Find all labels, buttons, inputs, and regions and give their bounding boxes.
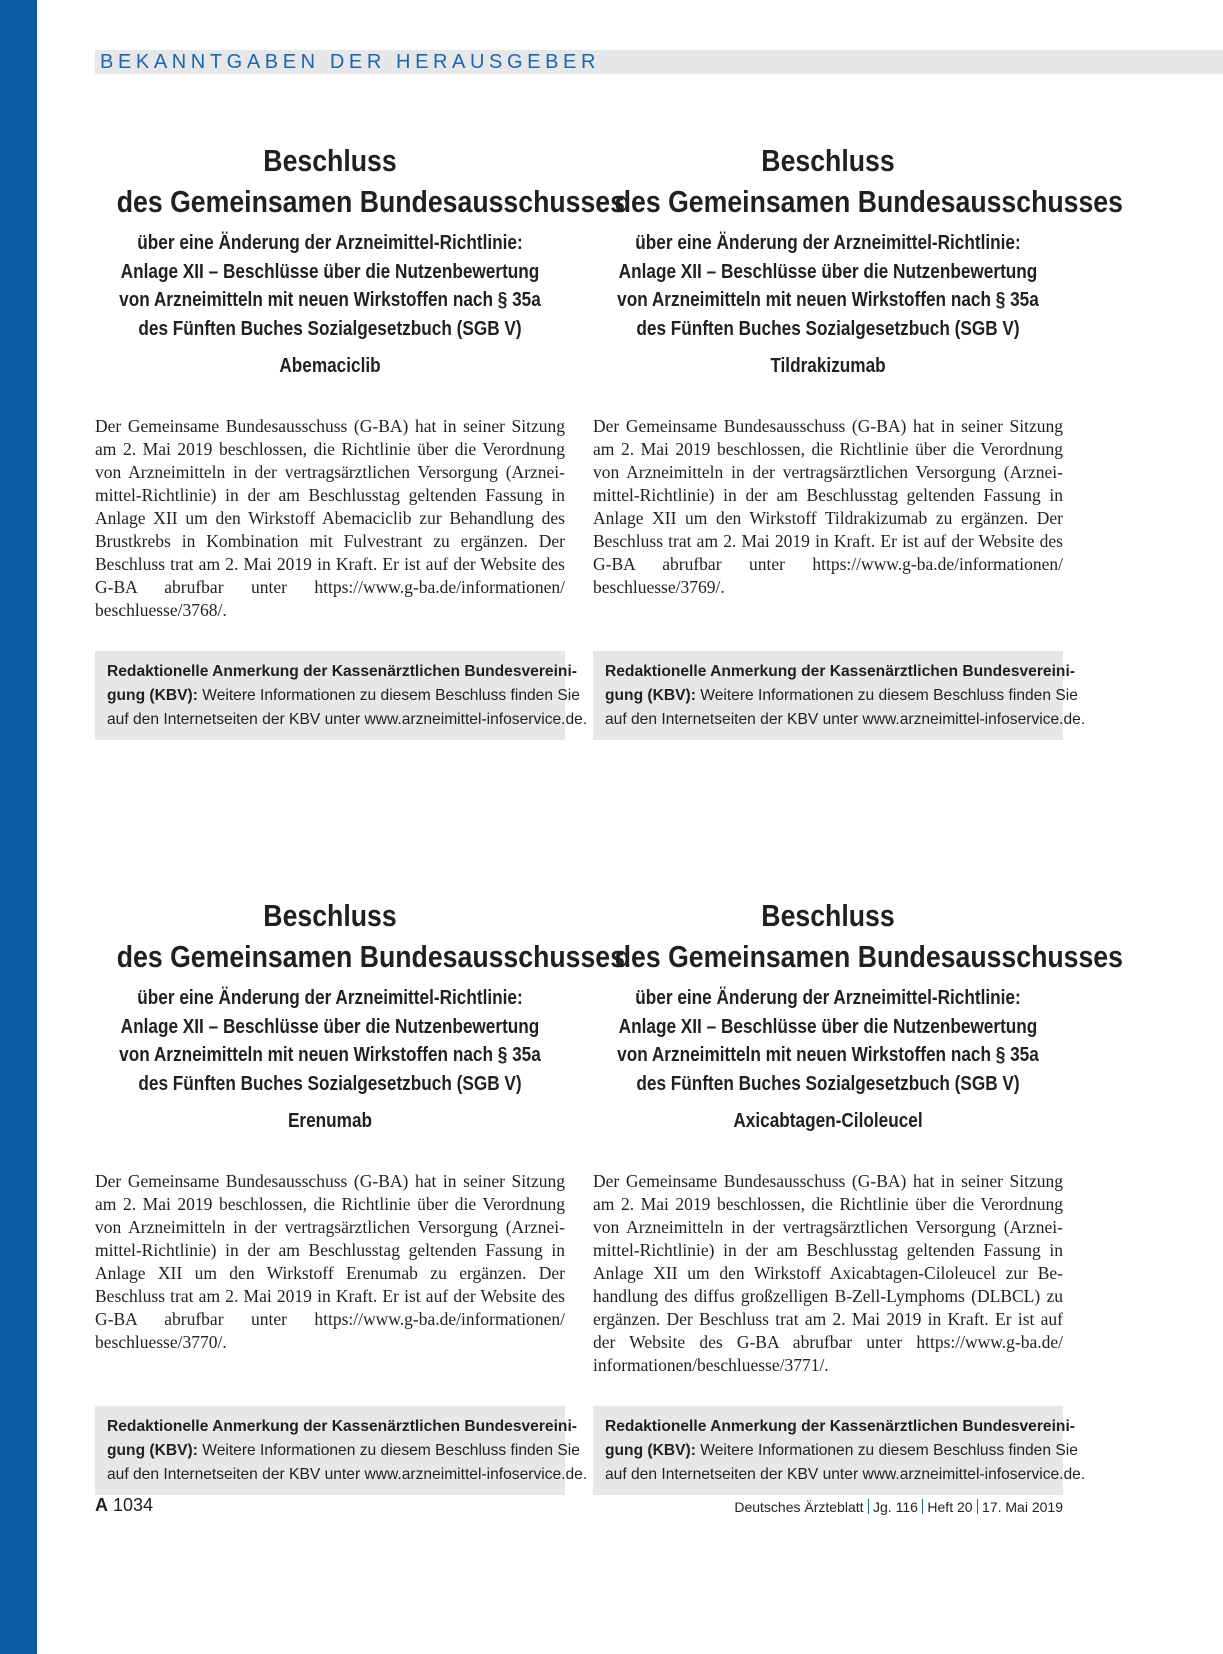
- article-title-line1: Beschluss: [761, 143, 895, 178]
- article-subtitle: [82, 229, 578, 343]
- article-title-line1: Beschluss: [263, 143, 397, 178]
- side-accent-bar: [0, 0, 37, 1654]
- subtitle-line: von Arzneimitteln mit neuen Wirkstoffen nach § 35a: [119, 1044, 541, 1066]
- note-text: Weitere Informationen zu diesem Beschluss finden Sie: [695, 687, 1078, 704]
- article-tildrakizumab: [580, 140, 1123, 740]
- editorial-note: [593, 1406, 1086, 1495]
- article-title-line2: des Gemeinsamen Bundesausschusses: [116, 939, 625, 974]
- article-subtitle: [580, 229, 1076, 343]
- page-number-value: 1034: [113, 1495, 154, 1515]
- article-title-line2: des Gemeinsamen Bundesausschusses: [614, 184, 1123, 219]
- subtitle-line: von Arzneimitteln mit neuen Wirkstoffen nach § 35a: [617, 1044, 1039, 1066]
- subtitle-line: des Fünften Buches Sozialgesetzbuch (SGB V): [138, 1072, 522, 1095]
- subtitle-line: von Arzneimitteln mit neuen Wirkstoffen nach § 35a: [119, 289, 541, 311]
- footer-separator: [922, 1499, 924, 1514]
- article-abemaciclib: [82, 140, 625, 740]
- footer-separator: [977, 1499, 979, 1514]
- article-title-line2: des Gemeinsamen Bundesausschusses: [116, 184, 625, 219]
- journal-issue: Heft 20: [927, 1499, 973, 1515]
- note-heading: Redaktionelle Anmerkung der Kassenärztlichen Bundesvereini-: [605, 663, 1075, 680]
- note-heading-cont: gung (KBV):: [605, 687, 696, 704]
- subtitle-line: von Arzneimitteln mit neuen Wirkstoffen nach § 35a: [617, 289, 1039, 311]
- subtitle-line: Anlage XII – Beschlüsse über die Nutzenbewertung: [120, 1015, 540, 1038]
- subtitle-line: des Fünften Buches Sozialgesetzbuch (SGB V): [636, 1072, 1020, 1095]
- drug-name: Abemaciclib: [279, 355, 381, 377]
- article-erenumab: [82, 895, 625, 1495]
- journal-footer: [734, 1499, 1063, 1515]
- note-text-last: auf den Internetseiten der KBV unter www.arzneimittel-infoservice.de.: [605, 1466, 1086, 1483]
- editorial-note: [95, 1406, 588, 1495]
- journal-name: Deutsches Ärzteblatt: [734, 1499, 864, 1515]
- article-title-line1: Beschluss: [263, 898, 397, 933]
- drug-name: Axicabtagen-Ciloleucel: [733, 1110, 923, 1132]
- note-text: Weitere Informationen zu diesem Beschluss finden Sie: [695, 1442, 1078, 1459]
- note-heading-cont: gung (KBV):: [107, 1442, 198, 1459]
- editorial-note: [95, 651, 588, 740]
- article-title-line2: des Gemeinsamen Bundesausschusses: [614, 939, 1123, 974]
- note-text: Weitere Informationen zu diesem Beschluss finden Sie: [197, 1442, 580, 1459]
- note-text-last: auf den Internetseiten der KBV unter www.arzneimittel-infoservice.de.: [107, 711, 588, 728]
- article-subtitle: [82, 984, 578, 1098]
- page-prefix: A: [95, 1495, 108, 1515]
- article-title-line1: Beschluss: [761, 898, 895, 933]
- article-body: Der Gemeinsame Bundesausschuss (G-BA) hat in seiner Sitzung am 2. Mai 2019 beschlossen, die Richtlinie über die Verordnung von Arzneimitteln in der vertragsärztlichen Versorgung (Arzneimittel-Richtlinie) in der am Beschlusstag geltenden Fassung in Anlage XII um den Wirkstoff Axicabtagen-Ciloleucel zur Behandlung des diffus großzelligen B-Zell-Lymphoms (DLBCL) zu ergänzen. Der Beschluss trat am 2. Mai 2019 in Kraft. Er ist auf der Website des G-BA abrufbar unter https://www.g-ba.de/​informationen/beschluesse/3771/.: [593, 1171, 1063, 1375]
- page-number: [95, 1495, 153, 1516]
- note-heading: Redaktionelle Anmerkung der Kassenärztlichen Bundesvereini-: [605, 1418, 1075, 1435]
- note-heading: Redaktionelle Anmerkung der Kassenärztlichen Bundesvereini-: [107, 663, 577, 680]
- article-body: Der Gemeinsame Bundesausschuss (G-BA) hat in seiner Sitzung am 2. Mai 2019 beschlossen, die Richtlinie über die Verordnung von Arzneimitteln in der vertragsärztlichen Versorgung (Arzneimittel-Richtlinie) in der am Beschlusstag geltenden Fassung in Anlage XII um den Wirkstoff Abemaciclib zur Behandlung des Brustkrebs in Kombination mit Fulvestrant zu ergänzen. Der Beschluss trat am 2. Mai 2019 in Kraft. Er ist auf der Website des G-BA abrufbar unter https://www.g-ba.de/informationen/​beschluesse/3768/.: [95, 416, 565, 620]
- footer-separator: [868, 1499, 870, 1514]
- note-heading-cont: gung (KBV):: [605, 1442, 696, 1459]
- subtitle-line: des Fünften Buches Sozialgesetzbuch (SGB V): [636, 317, 1020, 340]
- subtitle-line: über eine Änderung der Arzneimittel-Richtlinie:: [635, 232, 1021, 254]
- article-body: Der Gemeinsame Bundesausschuss (G-BA) hat in seiner Sitzung am 2. Mai 2019 beschlossen, die Richtlinie über die Verordnung von Arzneimitteln in der vertragsärztlichen Versorgung (Arzneimittel-Richtlinie) in der am Beschlusstag geltenden Fassung in Anlage XII um den Wirkstoff Erenumab zu ergänzen. Der Beschluss trat am 2. Mai 2019 in Kraft. Er ist auf der Website des G-BA abrufbar unter https://www.g-ba.de/informationen/​beschluesse/3770/.: [95, 1171, 565, 1352]
- subtitle-line: Anlage XII – Beschlüsse über die Nutzenbewertung: [618, 1015, 1038, 1038]
- subtitle-line: über eine Änderung der Arzneimittel-Richtlinie:: [137, 232, 523, 254]
- journal-date: 17. Mai 2019: [982, 1499, 1063, 1515]
- section-header: BEKANNTGABEN DER HERAUSGEBER: [100, 51, 600, 73]
- note-text: Weitere Informationen zu diesem Beschluss finden Sie: [197, 687, 580, 704]
- subtitle-line: Anlage XII – Beschlüsse über die Nutzenbewertung: [618, 260, 1038, 283]
- note-text-last: auf den Internetseiten der KBV unter www.arzneimittel-infoservice.de.: [107, 1466, 588, 1483]
- subtitle-line: des Fünften Buches Sozialgesetzbuch (SGB V): [138, 317, 522, 340]
- subtitle-line: Anlage XII – Beschlüsse über die Nutzenbewertung: [120, 260, 540, 283]
- note-heading-cont: gung (KBV):: [107, 687, 198, 704]
- journal-volume: Jg. 116: [873, 1499, 918, 1515]
- article-body: Der Gemeinsame Bundesausschuss (G-BA) hat in seiner Sitzung am 2. Mai 2019 beschlossen, die Richtlinie über die Verordnung von Arzneimitteln in der vertragsärztlichen Versorgung (Arzneimittel-Richtlinie) in der am Beschlusstag geltenden Fassung in Anlage XII um den Wirkstoff Tildrakizumab zu ergänzen. Der Beschluss trat am 2. Mai 2019 in Kraft. Er ist auf der Website des G-BA abrufbar unter https://www.g-ba.de/informationen/​beschluesse/3769/.: [593, 416, 1063, 597]
- editorial-note: [593, 651, 1086, 740]
- drug-name: Erenumab: [287, 1110, 373, 1132]
- article-axicabtagen-ciloleucel: [580, 895, 1123, 1495]
- note-text-last: auf den Internetseiten der KBV unter www.arzneimittel-infoservice.de.: [605, 711, 1086, 728]
- drug-name: Tildrakizumab: [770, 355, 886, 377]
- article-subtitle: [580, 984, 1076, 1098]
- subtitle-line: über eine Änderung der Arzneimittel-Richtlinie:: [635, 987, 1021, 1009]
- note-heading: Redaktionelle Anmerkung der Kassenärztlichen Bundesvereini-: [107, 1418, 577, 1435]
- subtitle-line: über eine Änderung der Arzneimittel-Richtlinie:: [137, 987, 523, 1009]
